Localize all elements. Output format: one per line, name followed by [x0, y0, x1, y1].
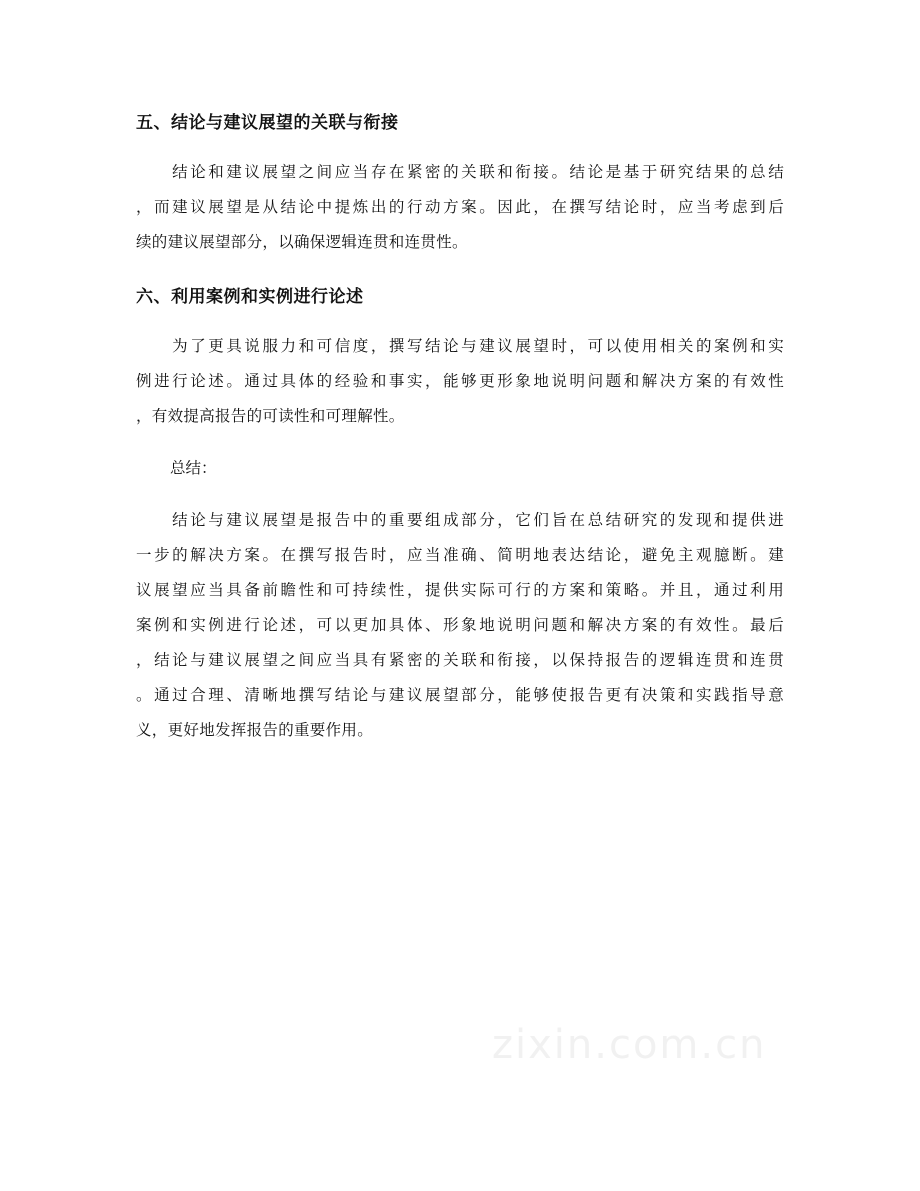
paragraph-summary: [136, 503, 784, 748]
paragraph-line: ，而建议展望是从结论中提炼出的行动方案。因此，在撰写结论时，应当考虑到后: [136, 198, 784, 216]
paragraph-line: 结论和建议展望之间应当存在紧密的关联和衔接。结论是基于研究结果的总结: [136, 163, 784, 181]
section-heading-6: 六、利用案例和实例进行论述: [136, 287, 364, 307]
paragraph-line: 一步的解决方案。在撰写报告时，应当准确、简明地表达结论，避免主观臆断。建: [136, 546, 784, 564]
paragraph-line: 结论与建议展望是报告中的重要组成部分，它们旨在总结研究的发现和提供进: [136, 511, 784, 529]
paragraph-line: 续的建议展望部分，以确保逻辑连贯和连贯性。: [136, 233, 468, 251]
paragraph-line: 议展望应当具备前瞻性和可持续性，提供实际可行的方案和策略。并且，通过利用: [136, 581, 784, 599]
paragraph-line: ，结论与建议展望之间应当具有紧密的关联和衔接，以保持报告的逻辑连贯和连贯: [136, 651, 784, 669]
paragraph-section-6: [136, 329, 784, 434]
summary-label: 总结：: [170, 459, 217, 477]
paragraph-line: 案例和实例进行论述，可以更加具体、形象地说明问题和解决方案的有效性。最后: [136, 616, 784, 634]
section-heading-5: 五、结论与建议展望的关联与衔接: [136, 113, 399, 133]
paragraph-line: 。通过合理、清晰地撰写结论与建议展望部分，能够使报告更有决策和实践指导意: [136, 686, 784, 704]
paragraph-section-5: [136, 155, 784, 260]
watermark: zixin.com.cn: [492, 1022, 767, 1068]
paragraph-line: ，有效提高报告的可读性和可理解性。: [136, 407, 405, 425]
paragraph-line: 例进行论述。通过具体的经验和事实，能够更形象地说明问题和解决方案的有效性: [136, 372, 784, 390]
paragraph-line: 义，更好地发挥报告的重要作用。: [136, 721, 374, 739]
paragraph-line: 为了更具说服力和可信度，撰写结论与建议展望时，可以使用相关的案例和实: [136, 337, 784, 355]
